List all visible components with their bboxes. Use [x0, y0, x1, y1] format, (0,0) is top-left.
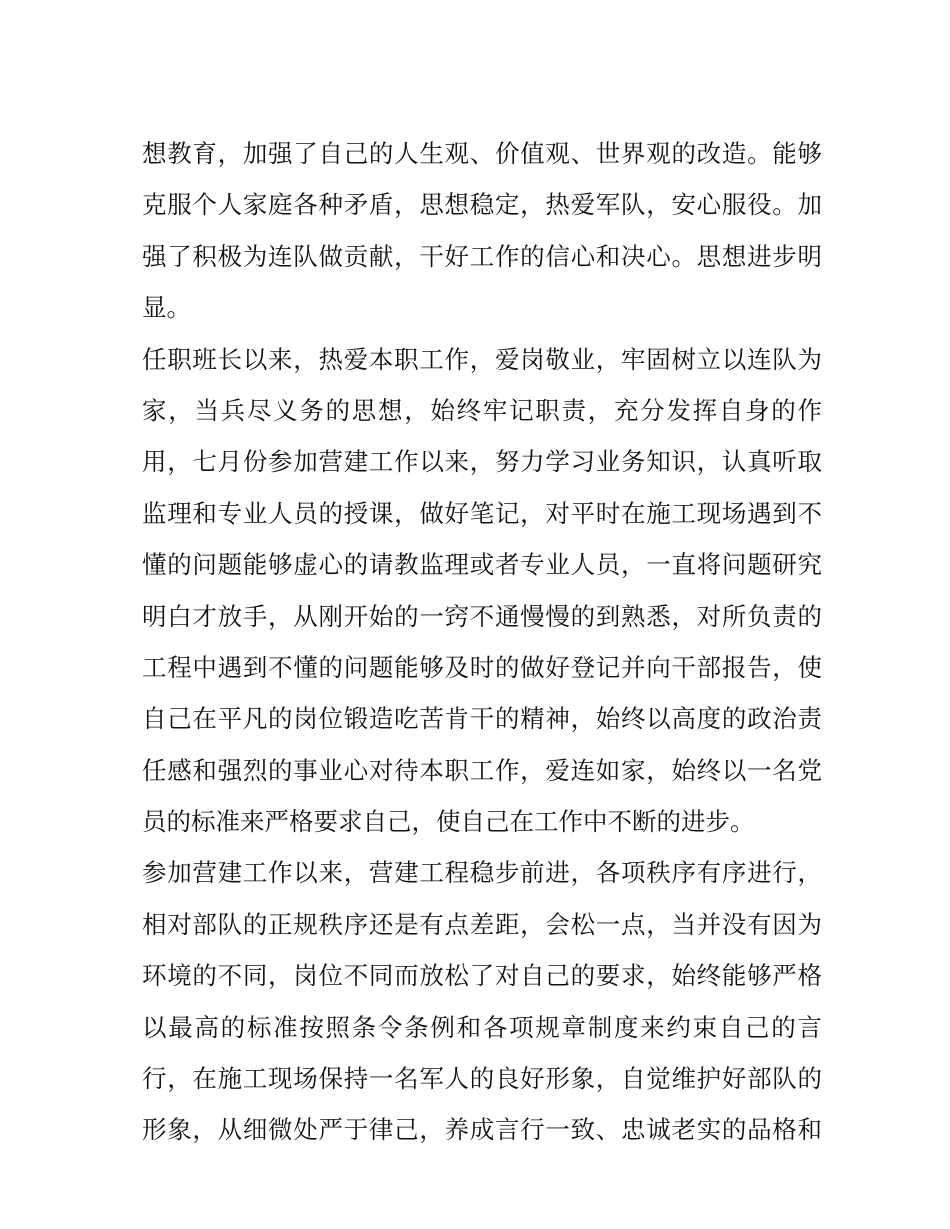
text-line: 明白才放手，从刚开始的一窍不通慢慢的到熟悉，对所负责的 — [142, 601, 822, 631]
text-line: 想教育，加强了自己的人生观、价值观、世界观的改造。能够 — [142, 139, 822, 168]
text-line: 工程中遇到不懂的问题能够及时的做好登记并向干部报告，使 — [142, 652, 822, 682]
text-line: 行，在施工现场保持一名军人的良好形象，自觉维护好部队的 — [142, 1064, 822, 1094]
text-line: 强了积极为连队做贡献，干好工作的信心和决心。思想进步明 — [142, 241, 822, 271]
text-line: 任职班长以来，热爱本职工作，爱岗敬业，牢固树立以连队为 — [142, 344, 822, 374]
text-line: 以最高的标准按照条令条例和各项规章制度来约束自己的言 — [142, 1012, 822, 1042]
text-line: 监理和专业人员的授课，做好笔记，对平时在施工现场遇到不 — [142, 498, 822, 528]
text-line: 环境的不同，岗位不同而放松了对自己的要求，始终能够严格 — [142, 961, 822, 991]
text-line: 家，当兵尽义务的思想，始终牢记职责，充分发挥自身的作 — [142, 395, 822, 425]
document-body — [142, 128, 822, 1156]
text-line: 员的标准来严格要求自己，使自己在工作中不断的进步。 — [142, 807, 755, 837]
text-line: 任感和强烈的事业心对待本职工作，爱连如家，始终以一名党 — [142, 755, 822, 785]
text-line: 用，七月份参加营建工作以来，努力学习业务知识，认真听取 — [142, 447, 822, 477]
text-line: 形象，从细微处严于律己，养成言行一致、忠诚老实的品格和 — [142, 1115, 822, 1145]
text-line: 懂的问题能够虚心的请教监理或者专业人员，一直将问题研究 — [142, 550, 822, 580]
text-line: 自己在平凡的岗位锻造吃苦肯干的精神，始终以高度的政治责 — [142, 704, 822, 734]
text-line: 克服个人家庭各种矛盾，思想稳定，热爱军队，安心服役。加 — [142, 190, 822, 220]
text-line: 参加营建工作以来，营建工程稳步前进，各项秩序有序进行， — [142, 858, 822, 888]
text-line: 相对部队的正规秩序还是有点差距，会松一点，当并没有因为 — [142, 909, 822, 939]
text-line: 显。 — [142, 293, 191, 323]
